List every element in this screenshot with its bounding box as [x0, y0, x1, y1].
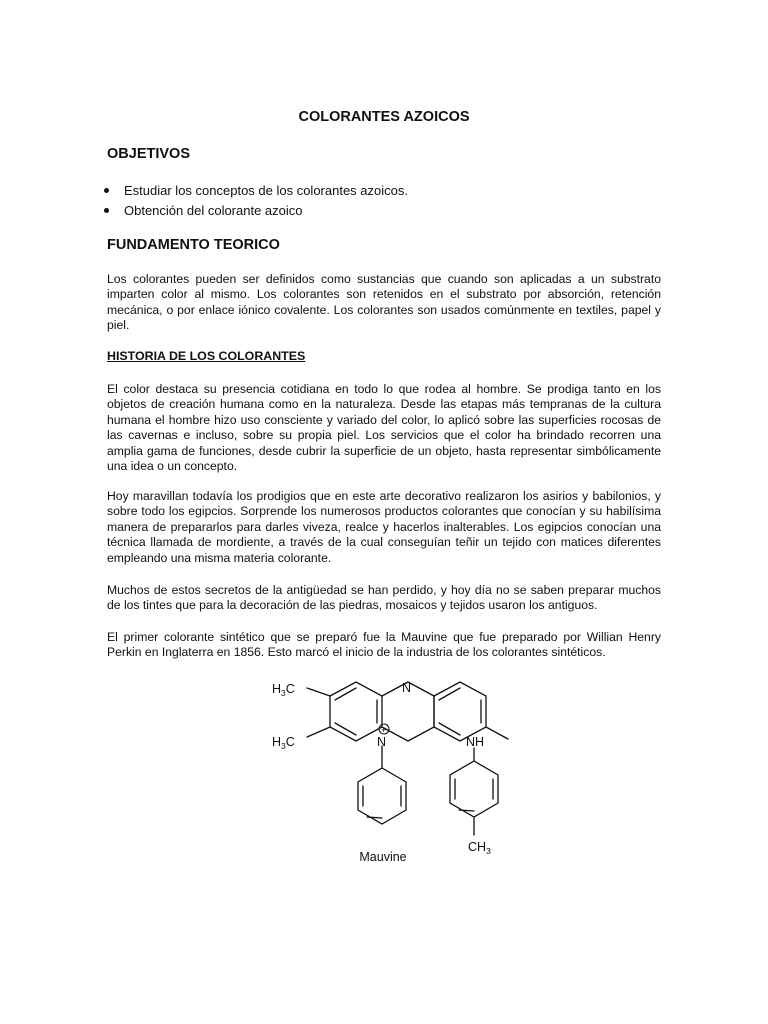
atom-label: NH — [466, 735, 485, 749]
fundamento-heading: FUNDAMENTO TEORICO — [107, 237, 280, 253]
right-ring-double-bond — [439, 723, 460, 735]
historia-heading: HISTORIA DE LOS COLORANTES — [107, 349, 306, 363]
atom-label: N — [377, 735, 387, 749]
historia-paragraph-1: El color destaca su presencia cotidiana en todo lo que rodea al hombre. Se prodiga tanto en los objetos de creación humana como en la naturaleza. Desde las etapas más tempranas de la cultura humana el hombre hizo uso consciente y variado del color, lo aplicó sobre las superficies rocosas de las cavernas e incluso, sobre su propia piel. Los servicios que el color ha brindado recorren una amplia gama de funciones, desde cubrir la superficie de un objeto, hasta representar simbólicamente una idea o un concepto. — [107, 382, 661, 474]
phenyl-ring — [358, 768, 406, 824]
figure-caption: Mauvine — [359, 850, 407, 864]
tolyl-ring — [450, 761, 498, 817]
historia-paragraph-3: Muchos de estos secretos de la antigüedad se han perdido, y hoy día no se saben preparar muchos de los tintes que para la decoración de las piedras, mosaicos y tejidos usaron los antiguos. — [107, 583, 661, 613]
historia-paragraph-4: El primer colorante sintético que se preparó fue la Mauvine que fue preparado por Willian Henry Perkin en Inglaterra en 1856. Esto marcó el inicio de la industria de los colorantes sintéticos. — [107, 630, 661, 660]
left-ring-double-bond — [335, 688, 356, 700]
left-ring-double-bond — [335, 723, 356, 735]
objectives-list — [102, 181, 408, 221]
left-ring — [330, 682, 382, 741]
atom-label: $H_3C$ — [272, 682, 295, 698]
fundamento-paragraph: Los colorantes pueden ser definidos como sustancias que cuando son aplicadas a un substrato imparten color al mismo. Los colorantes son retenidos en el substrato por absorción, retención mecánica, o por enlace iónico covalente. Los colorantes son usados comúnmente en textiles, papel y piel. — [107, 272, 661, 333]
objectives-heading: OBJETIVOS — [107, 146, 190, 162]
historia-paragraph-2: Hoy maravillan todavía los prodigios que en este arte decorativo realizaron los asirios y babilonios, y sobre todo los egipcios. Sorprende los numerosos productos colorantes que conocían y su habilísima manera de prepararlos para darles viveza, realce y hacerlos inalterables. Los egipcios conocían una técnica llamada de mordiente, a través de la cual conseguían teñir un tejido con matices diferentes empleando una misma materia colorante. — [107, 489, 661, 565]
right-ring — [434, 682, 486, 741]
charge-circle — [379, 724, 389, 734]
atom-label: + — [381, 725, 387, 735]
document-title: COLORANTES AZOICOS — [298, 109, 470, 125]
bond-ring-to-nh — [465, 727, 486, 740]
right-ring-double-bond — [439, 688, 460, 700]
list-item: Obtención del colorante azoico — [102, 201, 408, 221]
atom-label: $H_3C$ — [272, 735, 295, 751]
list-item: Estudiar los conceptos de los colorantes azoicos. — [102, 181, 408, 201]
atom-label: N — [402, 681, 412, 695]
atom-label: $CH_3$ — [468, 840, 491, 856]
